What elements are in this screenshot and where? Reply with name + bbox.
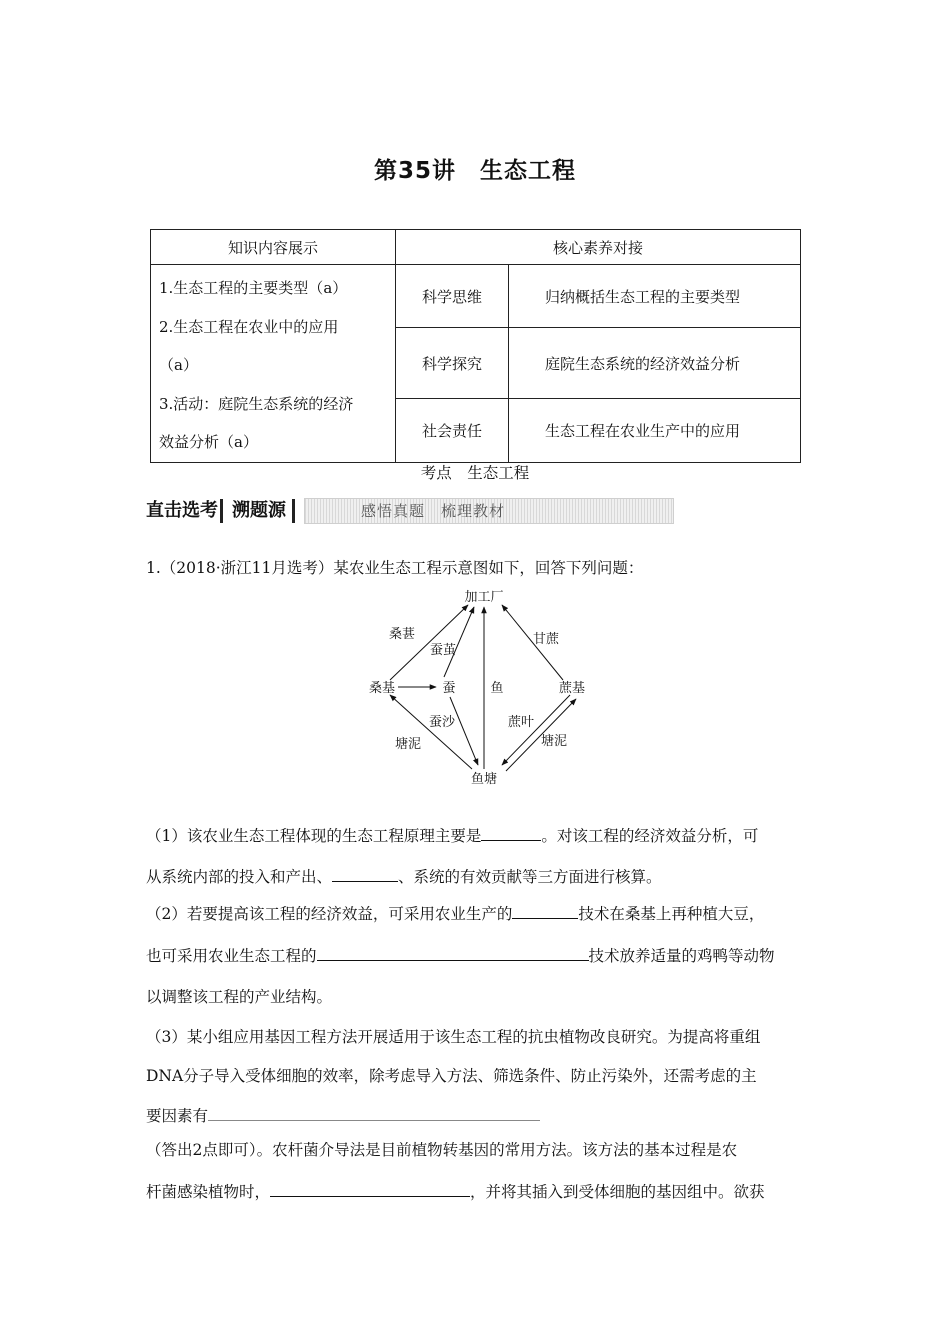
node-fish-pond: 鱼塘 — [470, 772, 498, 787]
answer-blank-5[interactable] — [208, 1119, 540, 1121]
question-line: （3）某小组应用基因工程方法开展适用于该生态工程的抗虫植物改良研究。为提高将重组 — [146, 1028, 761, 1046]
answer-blank-3[interactable] — [512, 917, 578, 919]
edge-label-cocoon: 蚕茧 — [429, 643, 457, 658]
banner-divider — [220, 499, 223, 523]
topic-heading: 考点 生态工程 — [420, 464, 530, 482]
question-line — [146, 1104, 540, 1126]
literacy-description: 生态工程在农业生产中的应用 — [509, 399, 801, 462]
literacy-description: 庭院生态系统的经济效益分析 — [509, 328, 801, 399]
question-line — [146, 1180, 765, 1202]
arrow-pond-to-mulberry — [390, 695, 472, 769]
edge-label-silkworm-waste: 蚕沙 — [428, 715, 456, 730]
edge-label-cane-leaf: 蔗叶 — [507, 715, 535, 730]
banner-tagline-box — [304, 498, 674, 524]
arrow-silkworm-to-pond — [450, 697, 478, 765]
banner-divider — [292, 499, 295, 523]
question-line: 以调整该工程的产业结构。 — [146, 988, 333, 1006]
answer-blank-4[interactable] — [317, 959, 589, 961]
edge-label-pond-mud-left: 塘泥 — [394, 737, 422, 752]
edge-label-pond-mud-right: 塘泥 — [540, 734, 568, 749]
question-text: 、系统的有效贡献等三方面进行核算。 — [398, 868, 662, 886]
question-text: ，并将其插入到受体细胞的基因组中。欲获 — [470, 1183, 765, 1201]
ecosystem-diagram — [360, 585, 600, 790]
question-text: 技术在桑基上再种植大豆， — [578, 905, 765, 923]
question-text: 也可采用农业生态工程的 — [146, 947, 317, 965]
knowledge-item: 2.生态工程在农业中的应用 — [159, 317, 339, 336]
question-intro: 1.（2018·浙江11月选考）某农业生态工程示意图如下，回答下列问题： — [146, 559, 644, 577]
question-text: 要因素有 — [146, 1107, 209, 1125]
knowledge-item: 1.生态工程的主要类型（a） — [159, 279, 348, 297]
answer-blank-6[interactable] — [270, 1195, 470, 1197]
edge-label-fish: 鱼 — [490, 681, 504, 696]
literacy-category: 科学探究 — [396, 328, 509, 399]
knowledge-content-cell — [151, 265, 396, 463]
table-header-literacy: 核心素养对接 — [396, 230, 801, 265]
banner-part-2: 溯题源 — [232, 500, 286, 521]
question-line — [146, 944, 775, 966]
node-mulberry-dike: 桑基 — [368, 681, 396, 696]
table-header-knowledge: 知识内容展示 — [151, 230, 396, 265]
question-line: （答出2点即可）。农杆菌介导法是目前植物转基因的常用方法。该方法的基本过程是农 — [146, 1141, 738, 1159]
literacy-category: 社会责任 — [396, 399, 509, 462]
knowledge-item: 3.活动：庭院生态系统的经济 — [159, 394, 354, 413]
question-line: DNA分子导入受体细胞的效率，除考虑导入方法、筛选条件、防止污染外，还需考虑的主 — [146, 1067, 757, 1085]
arrow-silkworm-to-factory — [444, 607, 474, 677]
literacy-description: 归纳概括生态工程的主要类型 — [509, 265, 801, 328]
question-text: （2）若要提高该工程的经济效益，可采用农业生产的 — [146, 905, 513, 923]
question-text: 从系统内部的投入和产出、 — [146, 868, 333, 886]
banner-part-1: 直击选考 — [146, 500, 218, 521]
edge-label-mulberry-fruit: 桑葚 — [388, 627, 416, 642]
page-title: 第35讲 生态工程 — [373, 158, 576, 184]
knowledge-item: （a） — [159, 356, 198, 374]
question-text: 。对该工程的经济效益分析，可 — [541, 827, 759, 845]
answer-blank-2[interactable] — [332, 880, 398, 882]
question-text: 杆菌感染植物时， — [146, 1183, 271, 1201]
question-text: 技术放养适量的鸡鸭等动物 — [588, 947, 775, 965]
node-factory: 加工厂 — [464, 590, 504, 605]
question-line — [146, 865, 662, 887]
edge-label-sugarcane: 甘蔗 — [532, 632, 560, 647]
question-line — [146, 902, 764, 924]
question-line — [146, 824, 758, 846]
knowledge-item: 效益分析（a） — [159, 433, 258, 451]
banner-tagline: 感悟真题 梳理教材 — [361, 502, 506, 520]
node-silkworm: 蚕 — [442, 681, 456, 696]
literacy-category: 科学思维 — [396, 265, 509, 328]
node-cane-dike: 蔗基 — [558, 681, 586, 696]
question-text: （1）该农业生态工程体现的生态工程原理主要是 — [146, 827, 482, 845]
answer-blank-1[interactable] — [481, 839, 541, 841]
knowledge-literacy-table — [150, 229, 801, 463]
arrow-cane-to-pond — [502, 695, 570, 765]
